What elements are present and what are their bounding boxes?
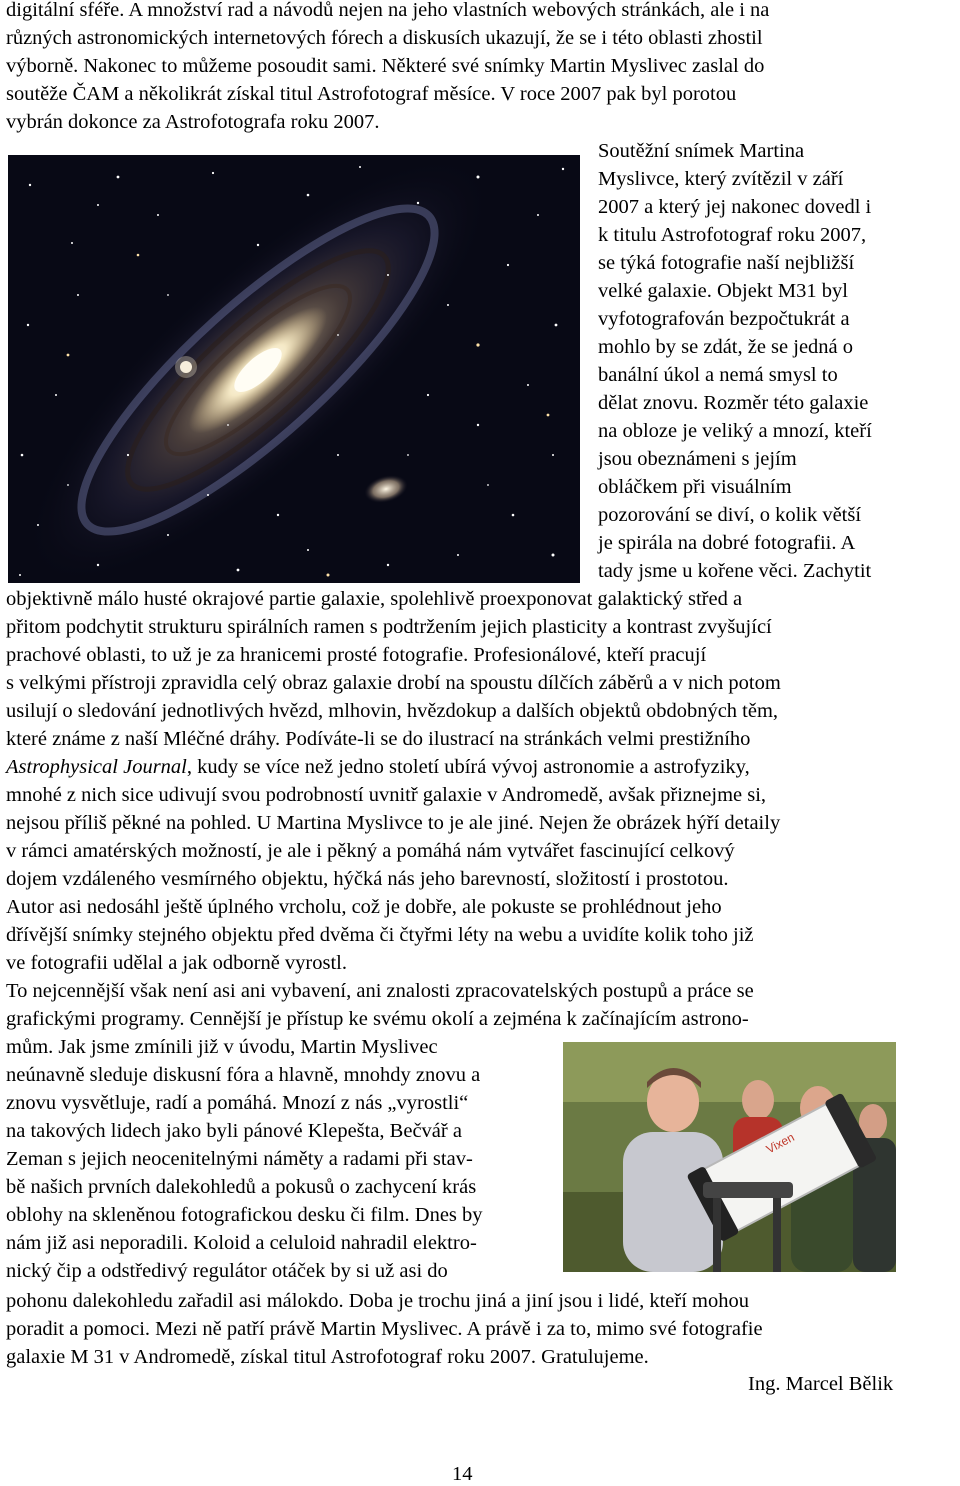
- side-line: banální úkol a nemá smysl to: [598, 364, 838, 386]
- body-line: ve fotografii udělal a jak odborně vyrostl.: [6, 952, 347, 974]
- left-line: Zeman s jejich neocenitelnými náměty a radami při stav-: [6, 1148, 473, 1170]
- body-line: v rámci amatérských možností, je ale i pěkný a pomáhá nám vytvářet fascinující celkový: [6, 840, 735, 862]
- body-line: Autor asi nedosáhl ještě úplného vrcholu, což je dobře, ale pokuste se prohlédnout jeho: [6, 896, 722, 918]
- body-line: nejsou příliš pěkné na pohled. U Martina Myslivce to je ale jiné. Nejen že obrázek hýří detaily: [6, 812, 781, 834]
- author-signature: Ing. Marcel Bělik: [748, 1373, 894, 1395]
- body-line: dojem vzdáleného vesmírného objektu, hýčká nás jeho barevností, složitostí i prostotou.: [6, 868, 729, 890]
- body-line: objektivně málo husté okrajové partie galaxie, spolehlivě proexponovat galaktický střed a: [6, 588, 743, 610]
- side-line: mohlo by se zdát, že se jedná o: [598, 336, 854, 358]
- left-line: neúnavně sleduje diskusní fóra a hlavně, mnohdy znovu a: [6, 1064, 481, 1086]
- body-line: s velkými přístroji zpravidla celý obraz galaxie drobí na spoustu dílčích záběrů a v nich potom: [6, 672, 781, 694]
- intro-line-5: vybrán dokonce za Astrofotografa roku 2007.: [6, 111, 380, 133]
- side-line: Soutěžní snímek Martina: [598, 140, 805, 162]
- side-line: jsou obeznámeni s jejím: [598, 448, 797, 470]
- intro-line-3: výborně. Nakonec to můžeme posoudit sami. Některé své snímky Martin Myslivec zaslal do: [6, 55, 765, 77]
- left-line: mům. Jak jsme zmínili již v úvodu, Martin Myslivec: [6, 1036, 438, 1058]
- para2-line: grafickými programy. Cennější je přístup ke svému okolí a zejména k začínajícím astrono-: [6, 1008, 749, 1030]
- left-line: znovu vysvětluje, radí a pomáhá. Mnozí z nás „vyrostli“: [6, 1092, 469, 1114]
- side-paragraph: [598, 137, 924, 585]
- telescope-brand-label: Vixen: [763, 1130, 797, 1157]
- left-line: nám již asi neporadili. Koloid a celuloid nahradil elektro-: [6, 1232, 477, 1254]
- intro-line-4: soutěže ČAM a několikrát získal titul Astrofotograf měsíce. V roce 2007 pak byl porotou: [6, 83, 737, 105]
- side-line: pozorování se diví, o kolik větší: [598, 504, 862, 526]
- side-line: na obloze je veliký a mnozí, kteří: [598, 420, 872, 442]
- intro-line-2: různých astronomických internetových fórech a diskusích ukazují, že se i této oblasti zhostil: [6, 27, 763, 49]
- final-line: galaxie M 31 v Andromedě, získal titul Astrofotograf roku 2007. Gratulujeme.: [6, 1346, 649, 1368]
- side-line: Myslivce, který zvítězil v září: [598, 168, 844, 190]
- body-line: přitom podchytit strukturu spirálních ramen s podtržením jejich plasticity a kontrast zvyšující: [6, 616, 772, 638]
- left-line: bě našich prvních dalekohledů a pokusů o zachycení krás: [6, 1176, 477, 1198]
- body-line: mnohé z nich sice udivují svou podrobností uvnitř galaxie v Andromedě, avšak přiznejme si,: [6, 784, 767, 806]
- final-line: poradit a pomoci. Mezi ně patří právě Martin Myslivec. A právě i za to, mimo své fotografie: [6, 1318, 763, 1340]
- body-line: dřívější snímky stejného objektu před dvěma či čtyřmi léty na webu a uvidíte kolik toho již: [6, 924, 754, 946]
- side-line: velké galaxie. Objekt M31 byl: [598, 280, 848, 302]
- journal-name: Astrophysical Journal: [6, 756, 187, 778]
- body-line-journal: Astrophysical Journal, kudy se více než jedno století ubírá vývoj astronomie a astrofyziky,: [6, 756, 750, 778]
- galaxy-m31-photo: [8, 155, 580, 583]
- side-line: obláčkem při visuálním: [598, 476, 792, 498]
- intro-line-1: digitální sféře. A množství rad a návodů nejen na jeho vlastních webových stránkách, ale i na: [6, 0, 770, 21]
- page-number: 14: [452, 1463, 473, 1485]
- body-line: prachové oblasti, to už je za hranicemi prosté fotografie. Profesionálové, kteří pracují: [6, 644, 707, 666]
- telescope-people-photo: [563, 1042, 896, 1272]
- side-line: vyfotografován bezpočtukrát a: [598, 308, 850, 330]
- side-line: k titulu Astrofotograf roku 2007,: [598, 224, 867, 246]
- telescope-photo-image: [563, 1042, 896, 1272]
- final-line: pohonu dalekohledu zařadil asi málokdo. Doba je trochu jiná a jiní jsou i lidé, kteří mohou: [6, 1290, 749, 1312]
- galaxy-image: [8, 155, 580, 583]
- left-line: oblohy na skleněnou fotografickou desku či film. Dnes by: [6, 1204, 483, 1226]
- side-line: je spirála na dobré fotografii. A: [598, 532, 856, 554]
- left-line: na takových lidech jako byli pánové Klepešta, Bečvář a: [6, 1120, 462, 1142]
- side-line: dělat znovu. Rozměr této galaxie: [598, 392, 869, 414]
- left-line: nický čip a odstředivý regulátor otáček by si už asi do: [6, 1260, 448, 1282]
- side-line: se týká fotografie naší nejbližší: [598, 252, 855, 274]
- body-line: usilují o sledování jednotlivých hvězd, mlhovin, hvězdokup a dalších objektů obdobných těm,: [6, 700, 779, 722]
- para2-line: To nejcennější však není asi ani vybavení, ani znalosti zpracovatelských postupů a práce se: [6, 980, 754, 1002]
- side-line: 2007 a který jej nakonec dovedl i: [598, 196, 872, 218]
- side-line: tady jsme u kořene věci. Zachytit: [598, 560, 872, 582]
- body-line: které známe z naší Mléčné dráhy. Podíváte-li se do ilustrací na stránkách velmi prestižního: [6, 728, 751, 750]
